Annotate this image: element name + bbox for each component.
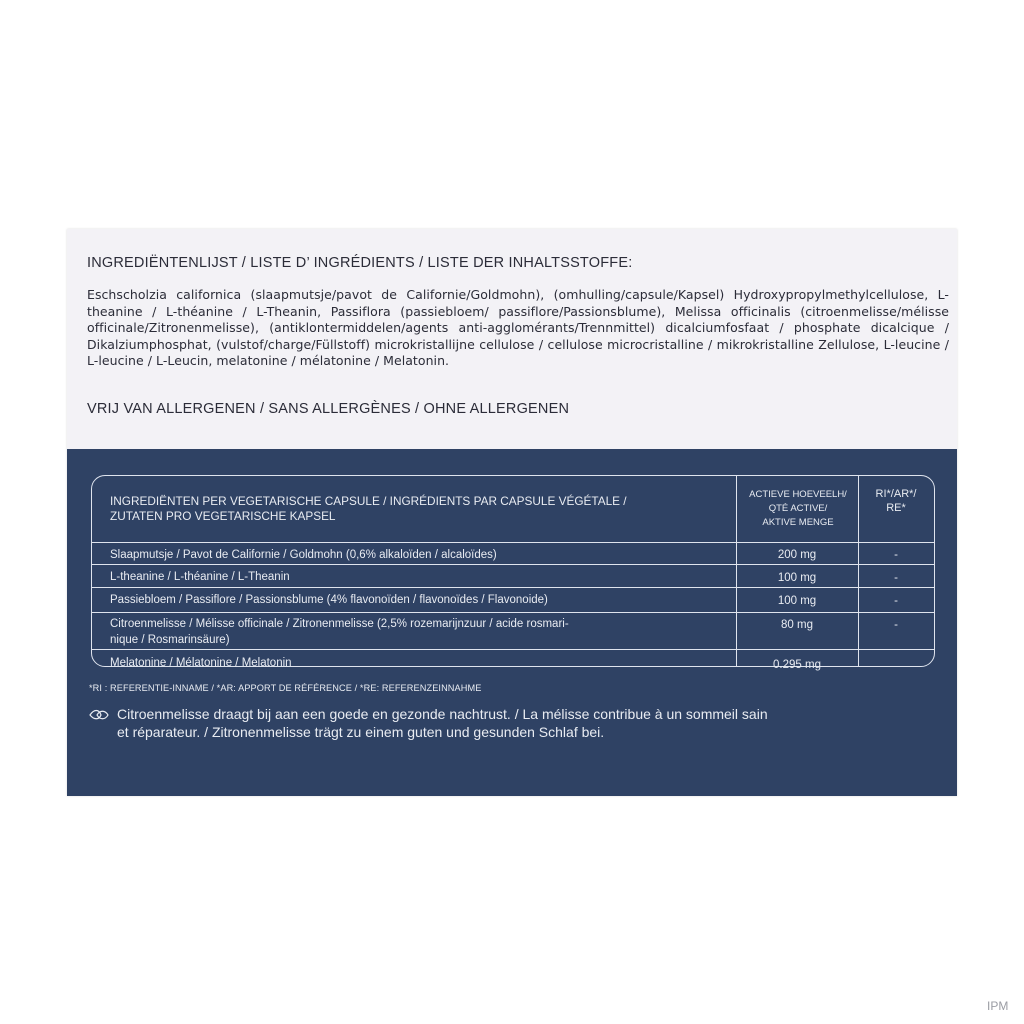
table-row-ri: - xyxy=(894,595,898,607)
header-ri xyxy=(860,487,932,515)
header-amount-line1: ACTIEVE HOEVEELH/ xyxy=(749,489,847,500)
health-claim-line1: Citroenmelisse draagt bij aan een goede en gezonde nachtrust. / La mélisse contribue à un sommeil sain xyxy=(117,706,768,722)
table-row-name xyxy=(110,617,569,648)
table-row-name: L-theanine / L-théanine / L-Theanin xyxy=(110,571,290,583)
table-row-ri: - xyxy=(894,549,898,561)
row-divider xyxy=(92,564,934,565)
table-row-amount: 80 mg xyxy=(781,619,813,631)
table-row-ri: - xyxy=(894,619,898,631)
ingredients-title: INGREDIËNTENLIJST / LISTE D’ INGRÉDIENTS / LISTE DER INHALTSSTOFFE: xyxy=(87,255,633,271)
health-claim xyxy=(117,705,937,741)
leaf-icon xyxy=(89,708,109,726)
header-amount-line3: AKTIVE MENGE xyxy=(762,517,834,528)
table-row-name-line1: Citroenmelisse / Mélisse officinale / Zitronenmelisse (2,5% rozemarijnzuur / acide rosmari- xyxy=(110,618,569,630)
header-ingredients xyxy=(110,494,627,524)
table-row-name: Slaapmutsje / Pavot de Californie / Goldmohn (0,6% alkaloïden / alcaloïdes) xyxy=(110,549,497,561)
product-label xyxy=(67,229,957,796)
table-row-amount: 100 mg xyxy=(777,572,817,584)
ingredients-panel xyxy=(67,229,957,449)
table-row-amount: 100 mg xyxy=(777,595,817,607)
header-amount xyxy=(740,488,856,530)
header-amount-line2: QTÉ ACTIVE/ xyxy=(768,503,828,514)
row-divider xyxy=(92,587,934,588)
table-row-name-line2: nique / Rosmarinsäure) xyxy=(110,633,230,646)
watermark-logo: IPM xyxy=(987,999,1009,1013)
health-claim-line2: et réparateur. / Zitronenmelisse trägt zu einem guten und gesunden Schlaf bei. xyxy=(117,724,605,740)
table-row-ri: - xyxy=(894,572,898,584)
ingredients-list: Eschscholzia californica (slaapmutsje/pavot de Californie/Goldmohn), (omhulling/capsule/Kapsel) Hydroxypropylmethylcellulose, L-theanine / L-théanine / L-Theanin, Passiflora (passiebloem/ passiflore/Passionsblume), Melissa officinalis (citroenmelisse/mélisse officinale/Zitronenmelisse), (antiklontermiddelen/agents anti-agglomérants/Trennmittel) dicalciumfosfaat / phosphate dicalcique / Dikalziumphosphat, (vulstof/charge/Füllstoff) microkristallijne cellulose / cellulose microcristalline / mikrokristalline Zellulose, L-leucine / L-leucine / L-Leucin, melatonine / mélatonine / Melatonin. xyxy=(87,287,949,369)
row-divider xyxy=(92,649,934,650)
allergen-statement: VRIJ VAN ALLERGENEN / SANS ALLERGÈNES / OHNE ALLERGENEN xyxy=(87,401,570,417)
table-row-name: Passiebloem / Passiflore / Passionsblume (4% flavonoïden / flavonoïdes / Flavonoide) xyxy=(110,594,548,606)
nutrition-panel xyxy=(67,449,957,796)
row-divider xyxy=(92,612,934,613)
header-ri-line2: RE* xyxy=(886,502,906,514)
row-divider xyxy=(92,542,934,543)
header-ingredients-line2: ZUTATEN PRO VEGETARISCHE KAPSEL xyxy=(110,509,336,523)
reference-intake-footnote: *RI : REFERENTIE-INNAME / *AR: APPORT DE RÉFÉRENCE / *RE: REFERENZEINNAHME xyxy=(89,683,482,693)
ingredients-table xyxy=(91,475,935,671)
header-ri-line1: RI*/AR*/ xyxy=(875,488,917,500)
table-row-amount: 200 mg xyxy=(777,549,817,561)
table-row-amount: 0.295 mg xyxy=(773,659,821,671)
header-ingredients-line1: INGREDIËNTEN PER VEGETARISCHE CAPSULE / INGRÉDIENTS PAR CAPSULE VÉGÉTALE / xyxy=(110,494,627,508)
table-row-name: Melatonine / Mélatonine / Melatonin xyxy=(110,657,292,669)
